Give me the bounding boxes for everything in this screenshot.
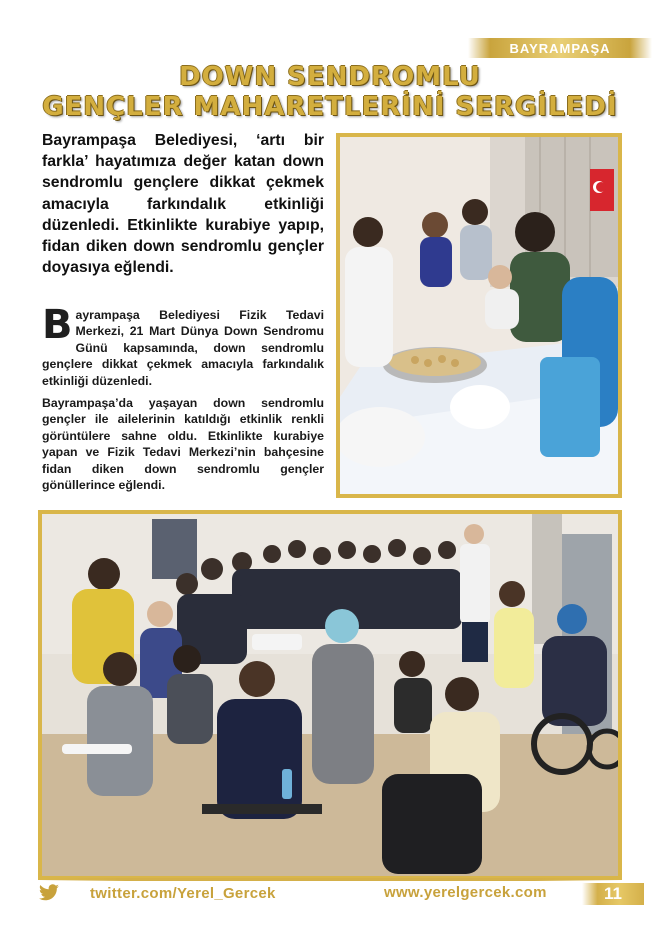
website-link[interactable]: www.yerelgercek.com xyxy=(384,884,547,901)
headline-line-2: GENÇLER MAHARETLERİNİ SERGİLEDİ xyxy=(42,92,618,122)
footer-twitter xyxy=(38,884,276,902)
body-paragraph-2: Bayrampaşa’da yaşayan down sendromlu gençler ile ailelerinin katıldığı etkinlik renkli görüntülere sahne oldu. Etkinlikte kurabiye yapan ve Fizik Tedavi Merkezi’nin bahçesine fidan diken down sendromlu gençler gönüllerince eğlendi. xyxy=(42,396,324,493)
footer-divider xyxy=(38,878,622,881)
twitter-handle[interactable]: twitter.com/Yerel_Gercek xyxy=(90,884,276,902)
group-scene xyxy=(42,514,618,876)
section-label: BAYRAMPAŞA xyxy=(509,40,611,56)
headline-line-1: DOWN SENDROMLU xyxy=(179,62,481,92)
cookie-making-scene xyxy=(340,137,618,494)
body-paragraph-1 xyxy=(42,302,324,389)
lead-paragraph: Bayrampaşa Belediyesi, ‘artı bir farkla’ hayatımıza değer katan down sendromlu gençlere dikkat çekmek amacıyla farkındalık etkinliği düzenledi. Etkinlikte kurabiye yapıp, fidan diken down sendromlu gençler doyasıya eğlendi. xyxy=(42,132,324,277)
body-paragraph-1-text: ayrampaşa Belediyesi Fizik Tedavi Merkezi, 21 Mart Dünya Down Sendromu Günü kapsamında, down sendromlu gençlere dikkat çekmek amacıyla farkındalık etkinliği düzenledi. xyxy=(42,308,324,388)
drop-cap: B xyxy=(42,302,73,348)
footer-website xyxy=(384,884,547,902)
page-number: 11 xyxy=(604,884,622,903)
cookie-making-photo xyxy=(336,133,622,498)
page-number-badge xyxy=(582,883,644,905)
group-photo xyxy=(38,510,622,880)
section-banner xyxy=(468,38,652,58)
twitter-icon xyxy=(38,884,60,902)
